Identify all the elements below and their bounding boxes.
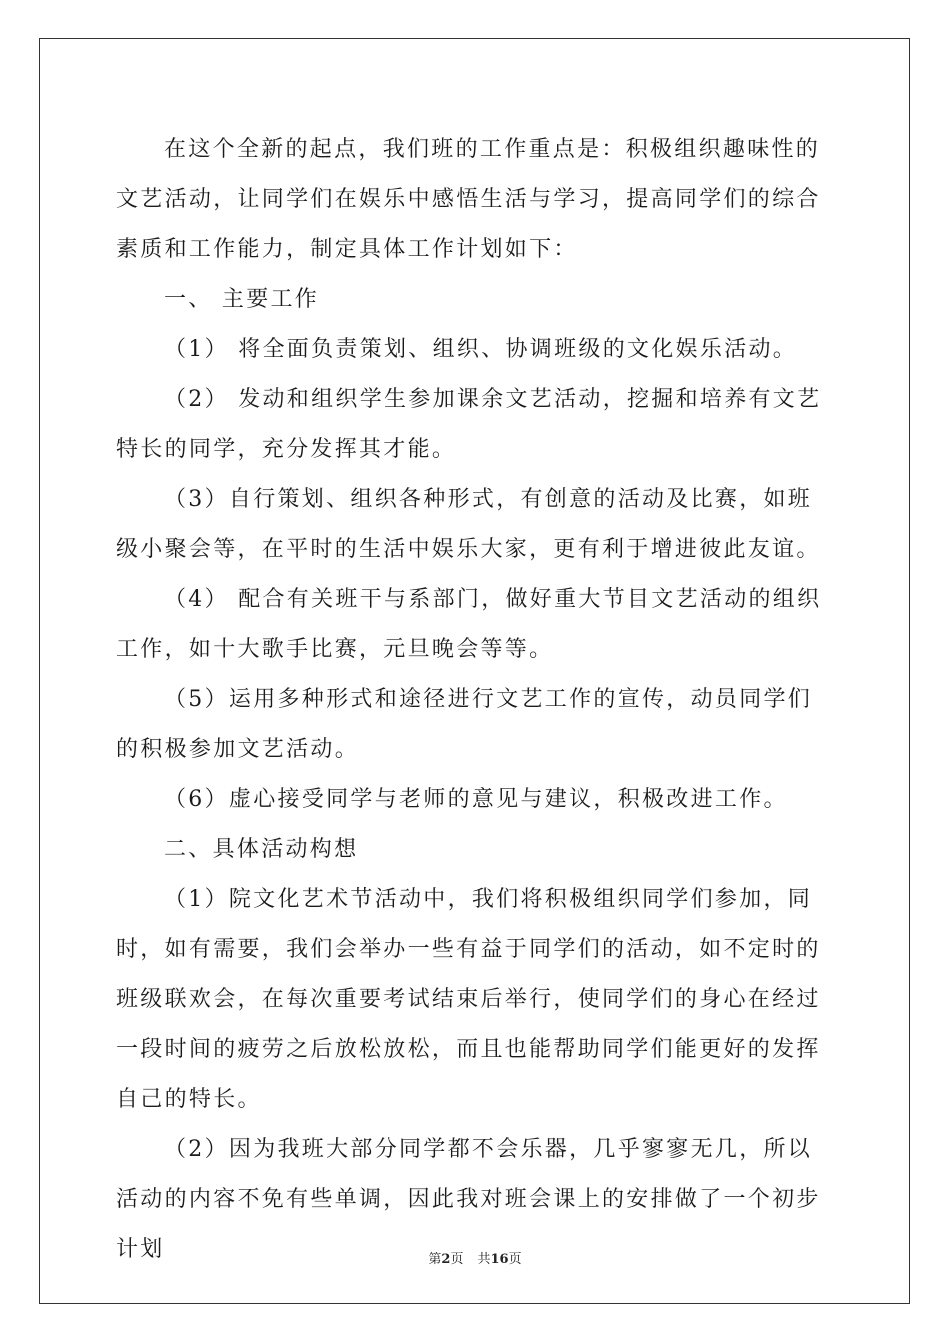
intro-paragraph: 在这个全新的起点，我们班的工作重点是：积极组织趣味性的文艺活动，让同学们在娱乐中感悟生活与学习，提高同学们的综合素质和工作能力，制定具体工作计划如下： xyxy=(116,137,821,262)
list-item-6: （6）虚心接受同学与老师的意见与建议，积极改进工作。 xyxy=(164,787,788,812)
section-heading-main-work: 一、 主要工作 xyxy=(164,287,320,312)
total-suffix: 页 xyxy=(508,1252,522,1267)
page-suffix: 页 xyxy=(450,1252,464,1267)
page-prefix: 第 xyxy=(428,1252,442,1267)
page-footer xyxy=(0,1248,950,1267)
list-item-5: （5）运用多种形式和途径进行文艺工作的宣传，动员同学们的积极参加文艺活动。 xyxy=(116,687,813,762)
list-item-1: （1） 将全面负责策划、组织、协调班级的文化娱乐活动。 xyxy=(164,337,798,362)
list-item-4: （4） 配合有关班干与系部门，做好重大节目文艺活动的组织工作，如十大歌手比赛，元旦晚会等等。 xyxy=(116,587,822,662)
plan-item-2: （2）因为我班大部分同学都不会乐器，几乎寥寥无几，所以活动的内容不免有些单调，因此我对班会课上的安排做了一个初步计划 xyxy=(116,1137,821,1262)
plan-item-1: （1）院文化艺术节活动中，我们将积极组织同学们参加，同时，如有需要，我们会举办一些有益于同学们的活动，如不定时的班级联欢会，在每次重要考试结束后举行，使同学们的身心在经过一段时间的疲劳之后放松放松，而且也能帮助同学们能更好的发挥自己的特长。 xyxy=(116,887,821,1112)
list-item-2: （2） 发动和组织学生参加课余文艺活动，挖掘和培养有文艺特长的同学，充分发挥其才能。 xyxy=(116,387,822,462)
section-heading-activity-plan: 二、具体活动构想 xyxy=(164,837,359,862)
document-body xyxy=(116,125,836,1275)
current-page-number: 2 xyxy=(441,1252,451,1267)
list-item-3: （3）自行策划、组织各种形式，有创意的活动及比赛，如班级小聚会等，在平时的生活中娱乐大家，更有利于增进彼此友谊。 xyxy=(116,487,821,562)
total-page-number: 16 xyxy=(490,1252,509,1267)
total-prefix: 共 xyxy=(477,1252,491,1267)
